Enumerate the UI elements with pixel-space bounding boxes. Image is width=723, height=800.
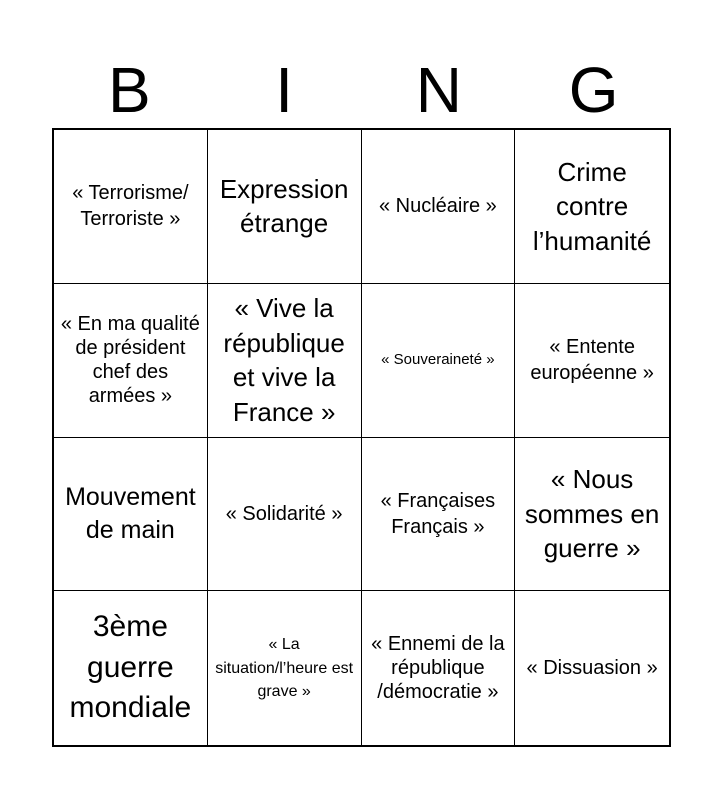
cell-text: « Nucléaire » <box>378 195 497 218</box>
bingo-title <box>52 52 671 128</box>
cell-text: « Françaises Français » <box>380 489 496 538</box>
bingo-cell-francaises-francais[interactable] <box>362 438 516 592</box>
bingo-cell-situation-grave[interactable] <box>208 591 362 745</box>
cell-text: « Terrorisme/ Terroriste » <box>72 182 189 231</box>
bingo-cell-souverainete[interactable] <box>362 284 516 438</box>
bingo-cell-mouvement-de-main[interactable] <box>54 438 208 592</box>
cell-text: Expression étrange <box>219 173 349 239</box>
bingo-cell-expression-etrange[interactable] <box>208 130 362 284</box>
title-letter-i: I <box>275 54 294 126</box>
bingo-board <box>52 128 671 747</box>
title-letter-g: G <box>568 54 619 126</box>
bingo-cell-qualite-president[interactable] <box>54 284 208 438</box>
bingo-cell-crime-contre-humanite[interactable] <box>515 130 669 284</box>
cell-text: « La situation/l’heure est grave » <box>215 636 354 700</box>
cell-text: « Souveraineté » <box>381 350 495 368</box>
cell-text: « Vive la république et vive la France » <box>223 292 345 427</box>
title-letter-b: B <box>108 54 151 126</box>
bingo-cell-3eme-guerre-mondiale[interactable] <box>54 591 208 745</box>
cell-text: Crime contre l’humanité <box>532 156 652 256</box>
bingo-cell-vive-la-republique[interactable] <box>208 284 362 438</box>
cell-text: « En ma qualité de président chef des armées » <box>60 313 200 408</box>
cell-text: « Solidarité » <box>225 502 343 525</box>
bingo-cell-solidarite[interactable] <box>208 438 362 592</box>
bingo-cell-terrorisme[interactable] <box>54 130 208 284</box>
bingo-cell-dissuasion[interactable] <box>515 591 669 745</box>
cell-text: 3ème guerre mondiale <box>69 610 192 725</box>
cell-text: « Ennemi de la république /démocratie » <box>371 633 505 704</box>
bingo-cell-nucleaire[interactable] <box>362 130 516 284</box>
cell-text: « Dissuasion » <box>526 657 658 680</box>
title-letter-n: N <box>415 54 462 126</box>
bingo-cell-entente-europeenne[interactable] <box>515 284 669 438</box>
cell-text: « Entente européenne » <box>530 336 654 385</box>
cell-text: « Nous sommes en guerre » <box>524 464 660 564</box>
bingo-cell-ennemi-republique[interactable] <box>362 591 516 745</box>
cell-text: Mouvement de main <box>65 483 196 544</box>
bingo-cell-nous-sommes-en-guerre[interactable] <box>515 438 669 592</box>
